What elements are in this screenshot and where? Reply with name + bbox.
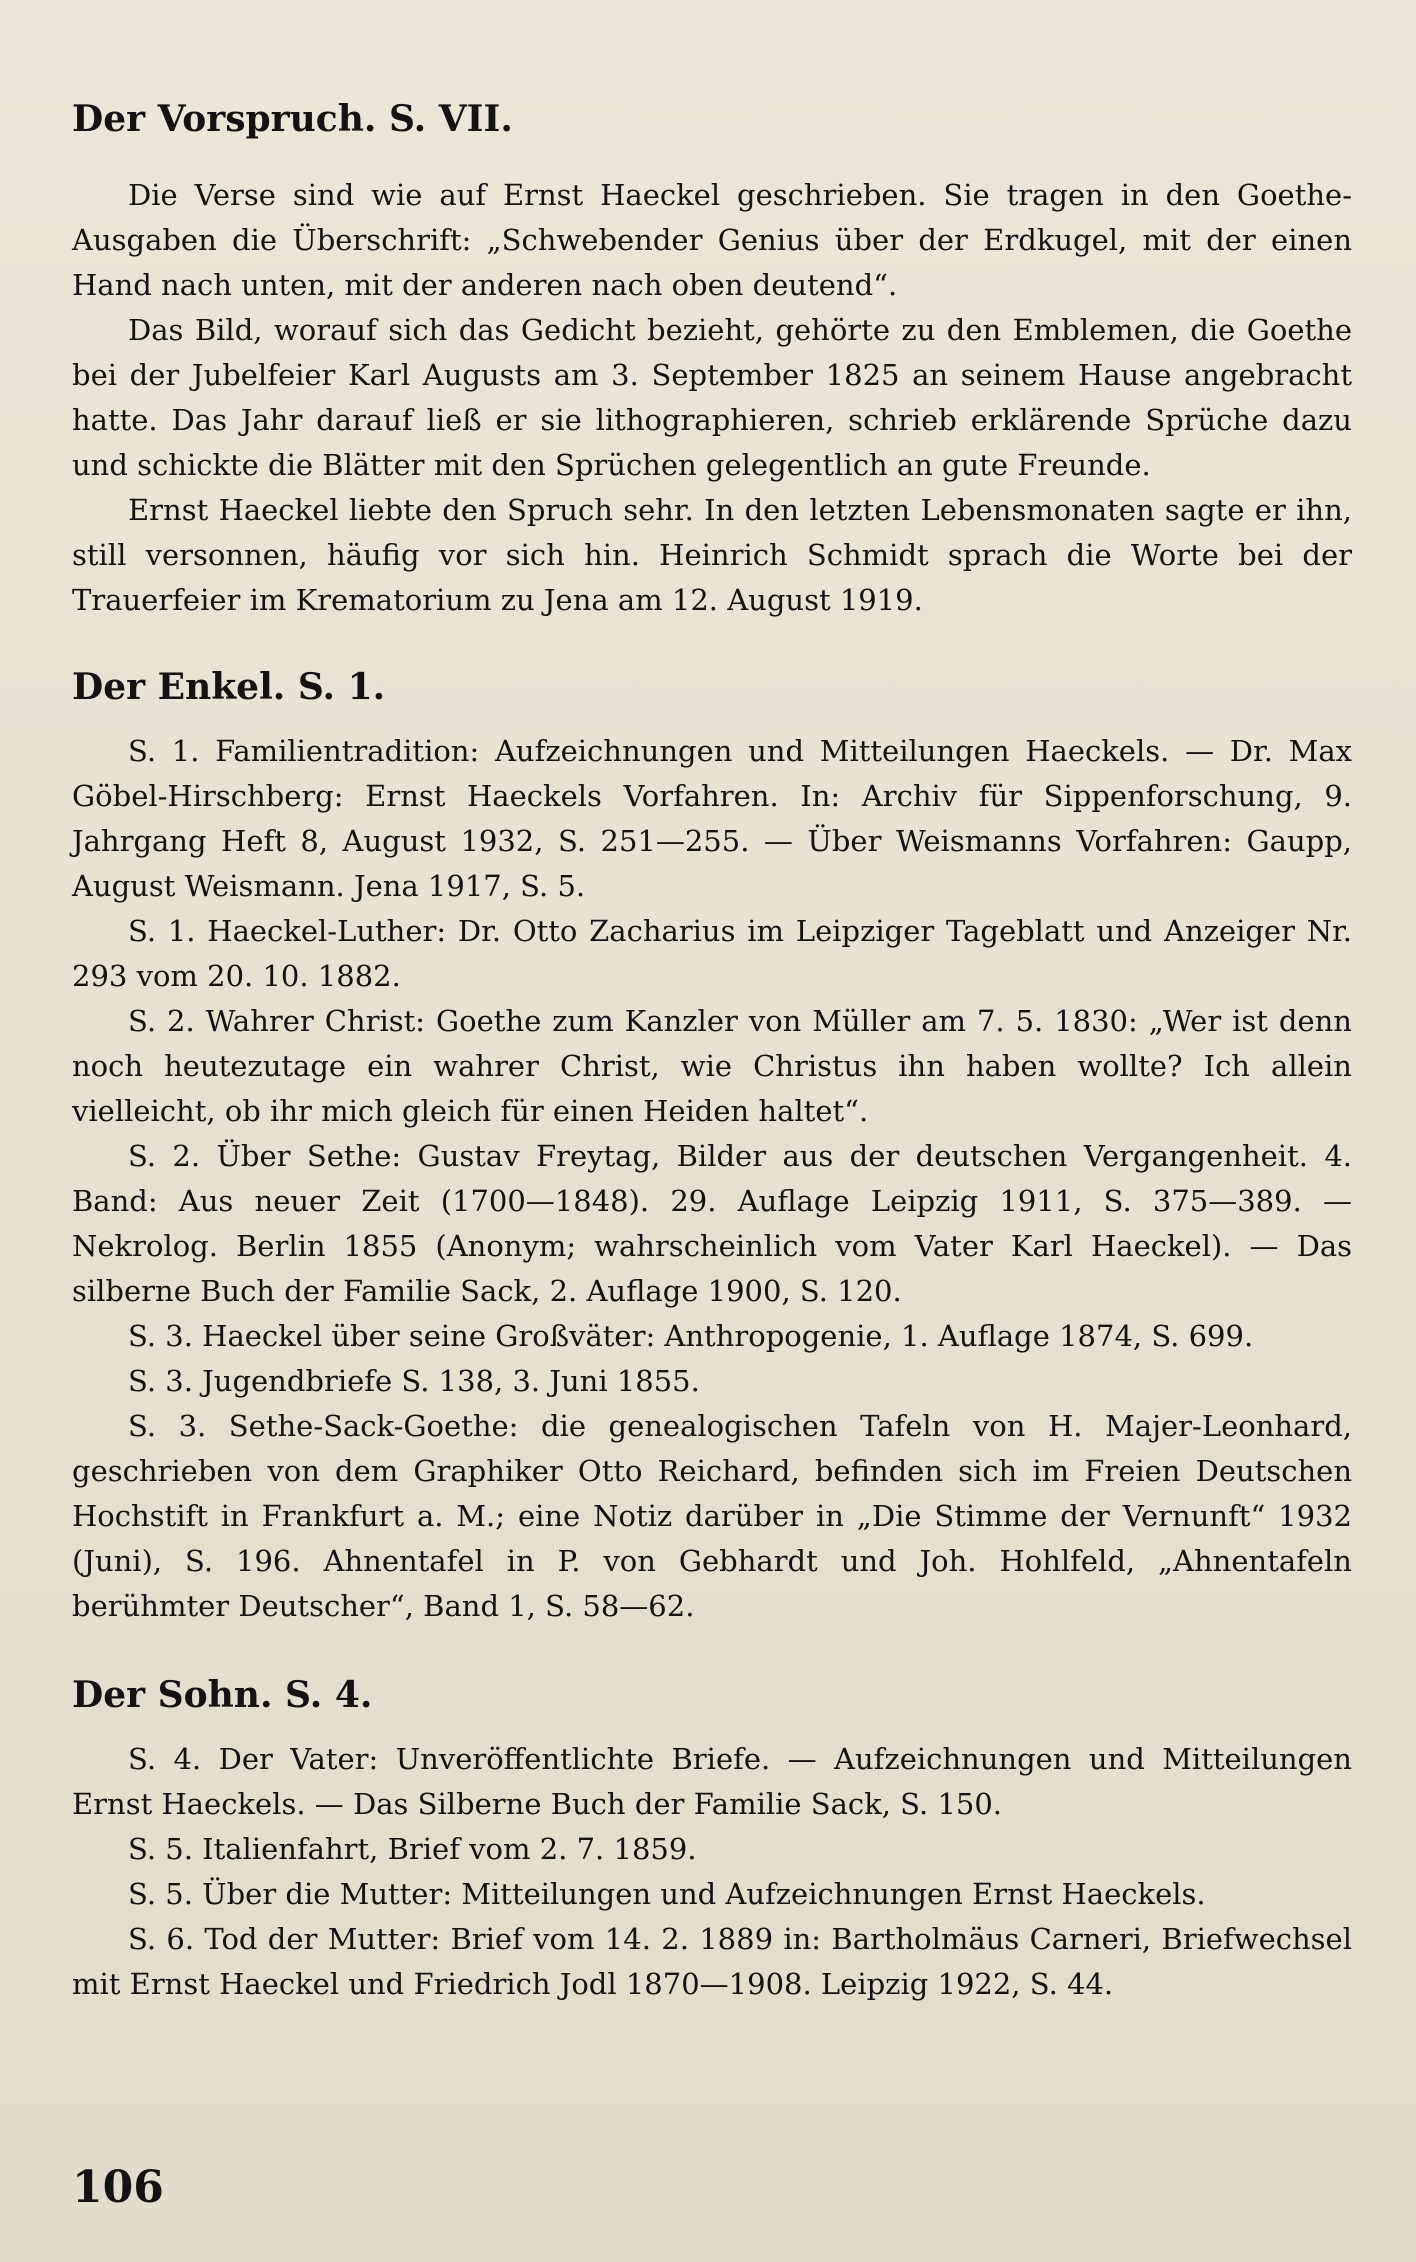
- note-entry: S. 5. Über die Mutter: Mitteilungen und Aufzeichnungen Ernst Haeckels.: [128, 1877, 1206, 1911]
- paragraph: Das Bild, worauf sich das Gedicht bezieht, gehörte zu den Emblemen, die Goethe bei der Jubelfeier Karl Augusts am 3. September 1825 an seinem Hause angebracht hatte. Das Jahr darauf ließ er sie lithographieren, schrieb erklärende Sprüche dazu und schickte die Blätter mit den Sprüchen gelegentlich an gute Freunde.: [72, 313, 1352, 482]
- paragraph: Ernst Haeckel liebte den Spruch sehr. In den letzten Lebensmonaten sagte er ihn, still versonnen, häufig vor sich hin. Heinrich Schmidt sprach die Worte bei der Trauerfeier im Krematorium zu Jena am 12. August 1919.: [72, 493, 1352, 617]
- page-number: 106: [72, 2162, 164, 2213]
- note-entry: S. 2. Wahrer Christ: Goethe zum Kanzler von Müller am 7. 5. 1830: „Wer ist denn noch heutezutage ein wahrer Christ, wie Christus ihn haben wollte? Ich allein vielleicht, ob ihr mich gleich für einen Heiden haltet“.: [72, 1004, 1352, 1128]
- section-vorspruch: [72, 95, 1352, 623]
- note-entry: S. 5. Italienfahrt, Brief vom 2. 7. 1859.: [128, 1832, 697, 1866]
- note-entry: S. 1. Familientradition: Aufzeichnungen und Mitteilungen Haeckels. — Dr. Max Göbel-Hirschberg: Ernst Haeckels Vorfahren. In: Archiv für Sippenforschung, 9. Jahrgang Heft 8, August 1932, S. 251—255. — Über Weismanns Vorfahren: Gaupp, August Weismann. Jena 1917, S. 5.: [72, 734, 1352, 903]
- note-entry: S. 4. Der Vater: Unveröffentlichte Briefe. — Aufzeichnungen und Mitteilungen Ernst Haeckels. — Das Silberne Buch der Familie Sack, S. 150.: [72, 1742, 1352, 1821]
- note-entry: S. 3. Haeckel über seine Großväter: Anthropogenie, 1. Auflage 1874, S. 699.: [128, 1319, 1254, 1353]
- note-entry: S. 6. Tod der Mutter: Brief vom 14. 2. 1889 in: Bartholmäus Carneri, Briefwechsel mit Ernst Haeckel und Friedrich Jodl 1870—1908. Leipzig 1922, S. 44.: [72, 1922, 1352, 2001]
- note-entry: S. 3. Jugendbriefe S. 138, 3. Juni 1855.: [128, 1364, 700, 1398]
- note-entry: S. 1. Haeckel-Luther: Dr. Otto Zacharius im Leipziger Tageblatt und Anzeiger Nr. 293 vom 20. 10. 1882.: [72, 914, 1352, 993]
- section-sohn: [72, 1671, 1352, 2007]
- note-entry: S. 3. Sethe-Sack-Goethe: die genealogischen Tafeln von H. Majer-Leonhard, geschrieben von dem Graphiker Otto Reichard, befinden sich im Freien Deutschen Hochstift in Frankfurt a. M.; eine Notiz darüber in „Die Stimme der Vernunft“ 1932 (Juni), S. 196. Ahnentafel in P. von Gebhardt und Joh. Hohlfeld, „Ahnentafeln berühmter Deutscher“, Band 1, S. 58—62.: [72, 1409, 1352, 1623]
- section-heading: Der Enkel. S. 1.: [72, 666, 386, 708]
- note-entry: S. 2. Über Sethe: Gustav Freytag, Bilder aus der deutschen Vergangenheit. 4. Band: Aus neuer Zeit (1700—1848). 29. Auflage Leipzig 1911, S. 375—389. — Nekrolog. Berlin 1855 (Anonym; wahrscheinlich vom Vater Karl Haeckel). — Das silberne Buch der Familie Sack, 2. Auflage 1900, S. 120.: [72, 1139, 1352, 1308]
- section-heading: Der Sohn. S. 4.: [72, 1674, 373, 1716]
- section-heading: Der Vorspruch. S. VII.: [72, 98, 513, 140]
- section-enkel: [72, 663, 1352, 1629]
- paragraph: Die Verse sind wie auf Ernst Haeckel geschrieben. Sie tragen in den Goethe-Ausgaben die Überschrift: „Schwebender Genius über der Erdkugel, mit der einen Hand nach unten, mit der anderen nach oben deutend“.: [72, 178, 1352, 302]
